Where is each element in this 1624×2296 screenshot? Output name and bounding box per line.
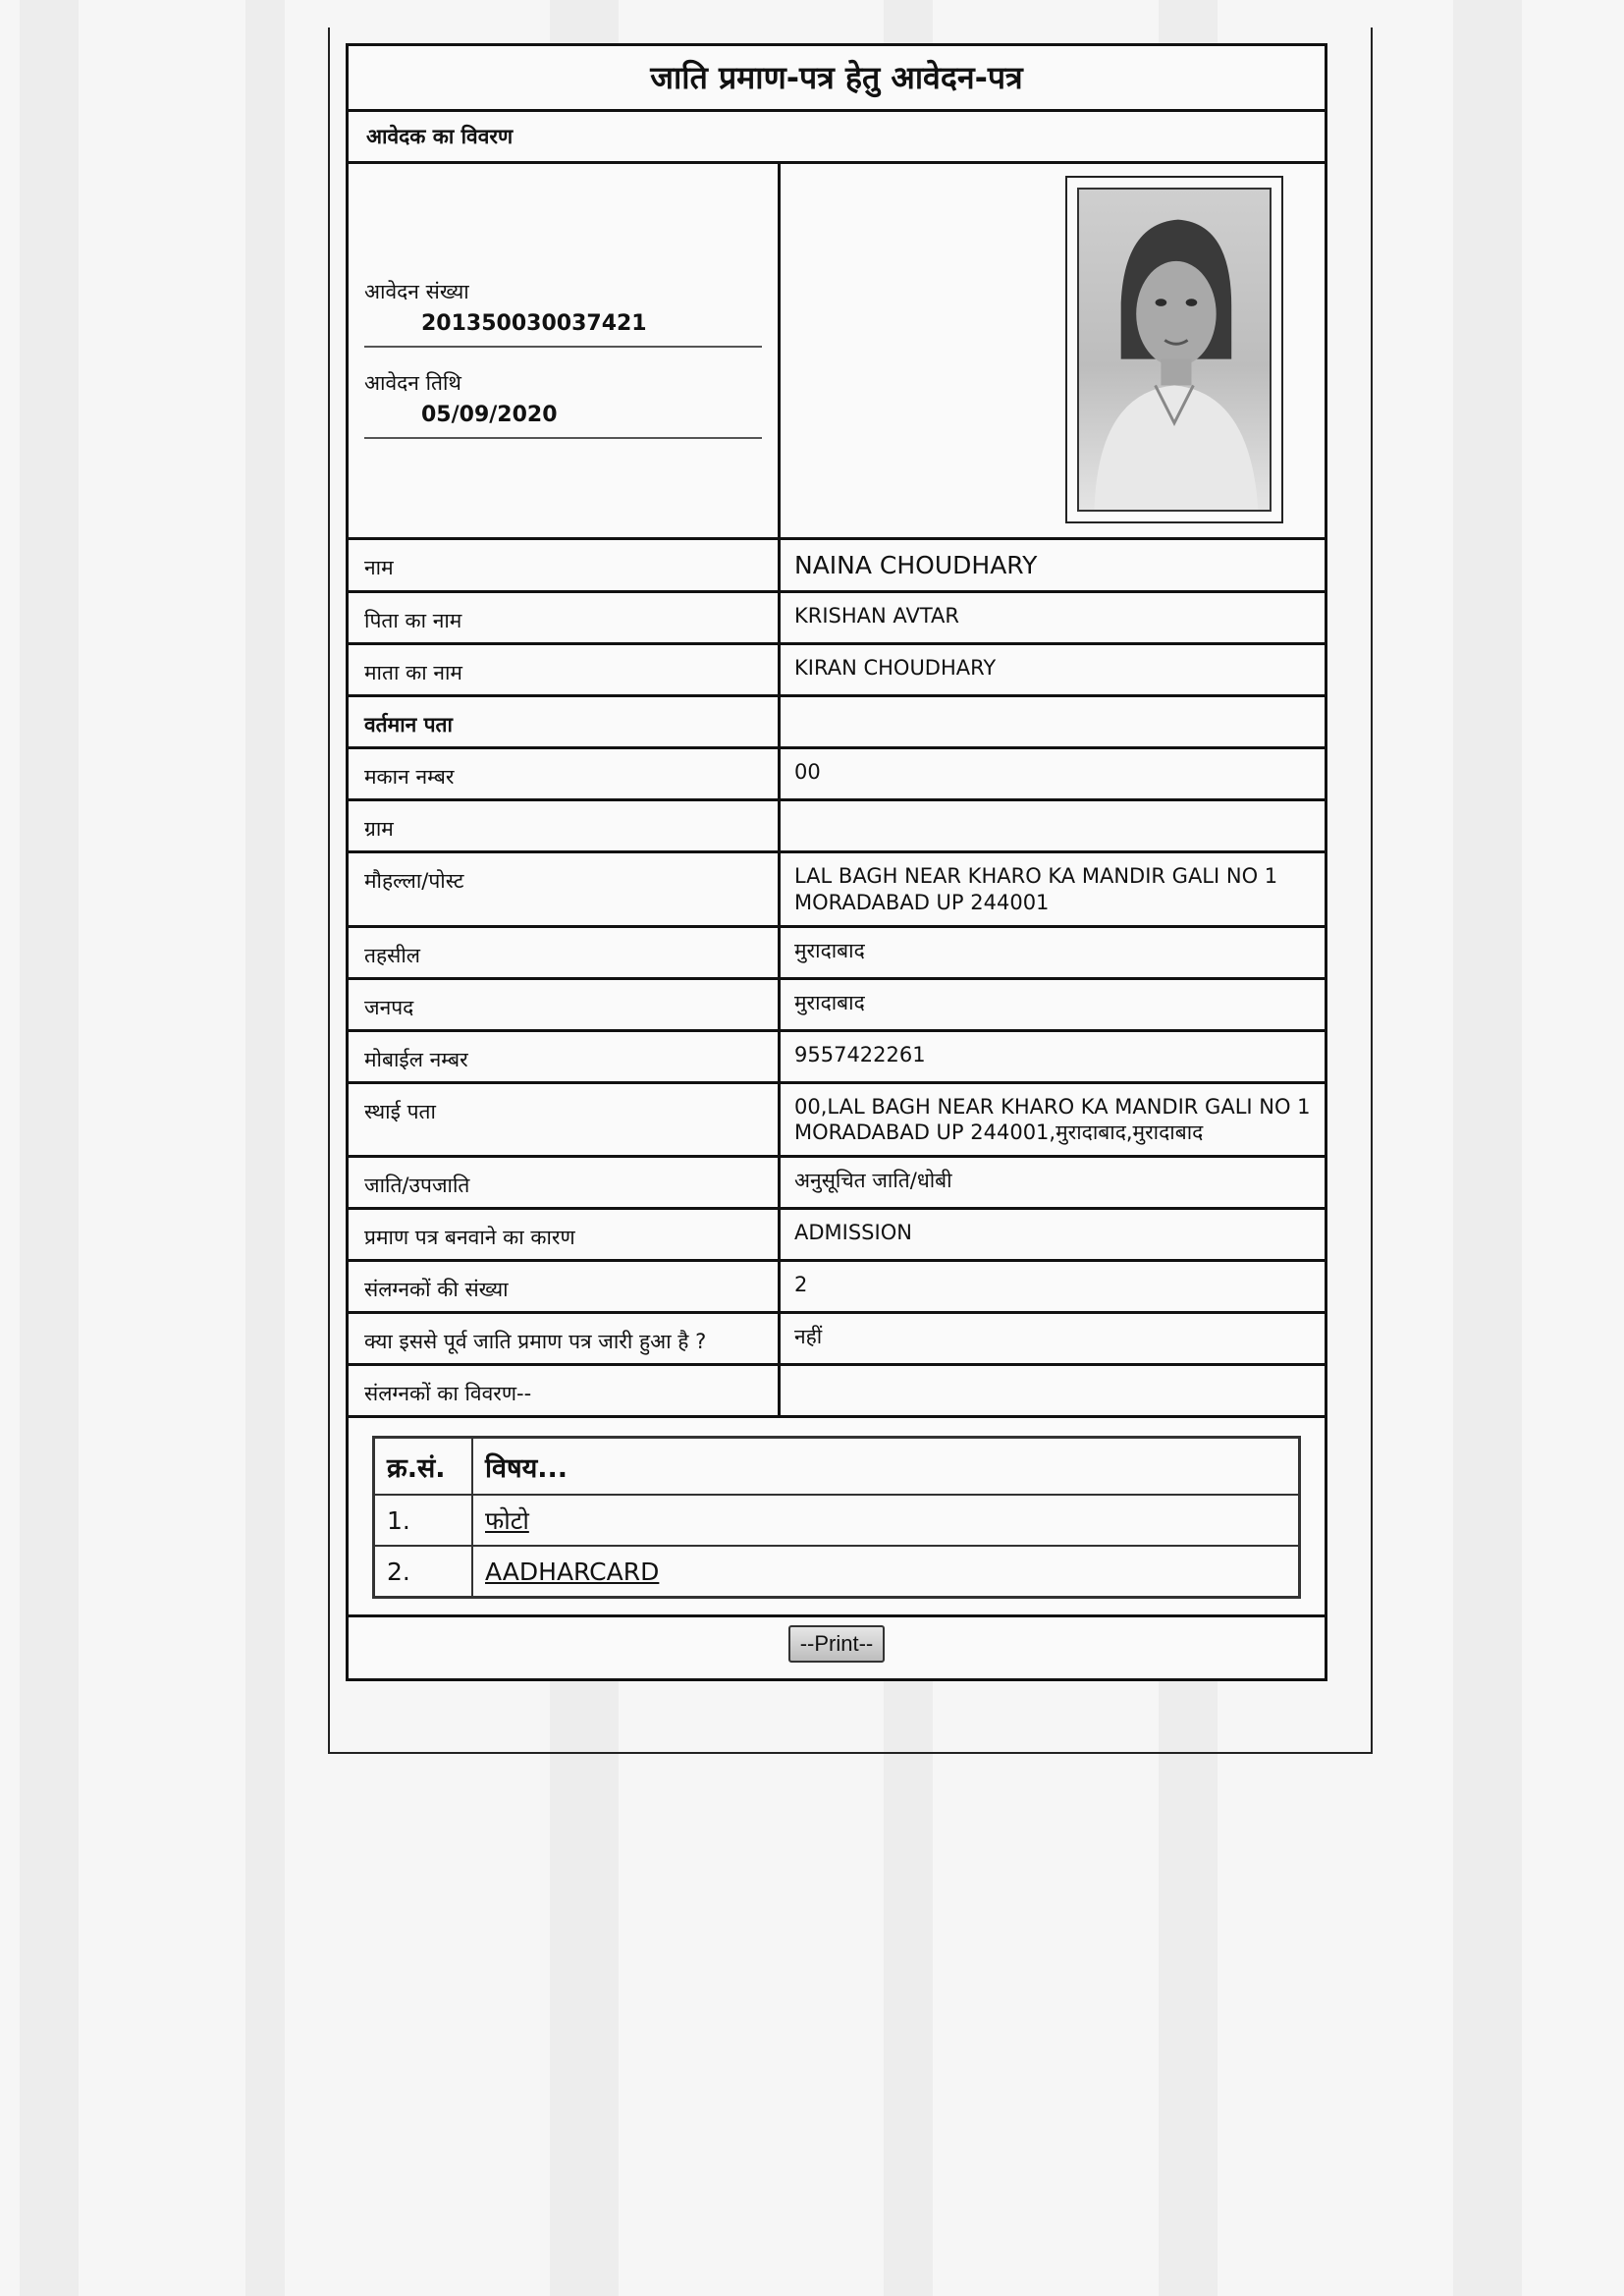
field-label: जनपद [349,980,781,1029]
applicant-details-heading: आवेदक का विवरण [349,112,1325,164]
field-label: मौहल्ला/पोस्ट [349,853,781,925]
field-row-locality-post [349,853,1325,928]
field-value [781,1366,1325,1415]
applicant-photo [1065,176,1283,523]
field-label: तहसील [349,928,781,977]
field-value: KIRAN CHOUDHARY [794,656,997,681]
attachment-serial: 1. [374,1495,473,1546]
attachment-serial: 2. [374,1546,473,1598]
attachments-section [349,1418,1325,1617]
print-button[interactable]: --Print-- [788,1625,886,1663]
application-meta-block [349,164,1325,540]
field-label: माता का नाम [349,645,781,694]
table-row [374,1495,1300,1546]
person-photo-icon [1079,190,1270,510]
field-value: 9557422261 [794,1042,926,1066]
field-row-district [349,980,1325,1032]
field-value: 00,LAL BAGH NEAR KHARO KA MANDIR GALI NO 1 MORADABAD UP 244001,मुरादाबाद,मुरादाबाद [794,1094,1311,1144]
field-value: 2 [794,1273,808,1297]
field-label: मोबाईल नम्बर [349,1032,781,1081]
field-label: जाति/उपजाति [349,1158,781,1207]
print-area [349,1617,1325,1678]
divider [364,346,762,348]
field-row-reason [349,1210,1325,1262]
field-row-mother-name [349,645,1325,697]
column-header-subject: विषय... [472,1438,1300,1496]
field-label: ग्राम [349,801,781,850]
caste-certificate-application-form [346,43,1327,1681]
field-row-father-name [349,593,1325,645]
application-date: 05/09/2020 [421,403,558,427]
field-value: 00 [794,760,821,785]
application-meta [349,164,781,537]
field-value: अनुसूचित जाति/धोबी [794,1169,952,1193]
field-row-tehsil [349,928,1325,980]
field-row-house-number [349,749,1325,801]
field-label: नाम [349,540,781,590]
field-row-current-address [349,697,1325,749]
attachments-table [372,1436,1301,1599]
field-value: मुरादाबाद [794,990,865,1014]
field-value: LAL BAGH NEAR KHARO KA MANDIR GALI NO 1 MORADABAD UP 244001 [794,864,1278,914]
field-value: नहीं [794,1325,823,1349]
field-row-mobile-number [349,1032,1325,1084]
photo-cell [781,164,1325,537]
field-row-previous-certificate [349,1314,1325,1366]
application-date-label: आवेदन तिथि [364,371,461,395]
field-row-caste [349,1158,1325,1210]
field-label: मकान नम्बर [349,749,781,798]
field-value [781,697,1325,746]
field-value: NAINA CHOUDHARY [794,551,1038,579]
attachment-link-photo[interactable]: फोटो [485,1506,529,1536]
attachment-link-aadharcard[interactable]: AADHARCARD [485,1557,660,1586]
form-title: जाति प्रमाण-पत्र हेतु आवेदन-पत्र [349,46,1325,112]
applicant-fields [349,540,1325,1418]
field-label: क्या इससे पूर्व जाति प्रमाण पत्र जारी हुआ है ? [349,1314,781,1363]
field-value: ADMISSION [794,1221,912,1245]
divider [364,437,762,439]
field-value: KRISHAN AVTAR [794,604,959,629]
field-label: संलग्नकों का विवरण-- [349,1366,781,1415]
column-header-serial: क्र.सं. [374,1438,473,1496]
field-label: प्रमाण पत्र बनवाने का कारण [349,1210,781,1259]
field-value: मुरादाबाद [794,938,865,962]
field-label: संलग्नकों की संख्या [349,1262,781,1311]
application-number-label: आवेदन संख्या [364,280,469,303]
table-row [374,1546,1300,1598]
field-row-attachment-details [349,1366,1325,1415]
field-label: स्थाई पता [349,1084,781,1156]
field-row-permanent-address [349,1084,1325,1159]
field-value [781,801,1325,850]
field-row-name [349,540,1325,593]
application-number: 201350030037421 [421,311,647,336]
field-label: पिता का नाम [349,593,781,642]
field-label: वर्तमान पता [349,697,781,746]
field-row-village [349,801,1325,853]
field-row-attachment-count [349,1262,1325,1314]
table-header-row [374,1438,1300,1496]
